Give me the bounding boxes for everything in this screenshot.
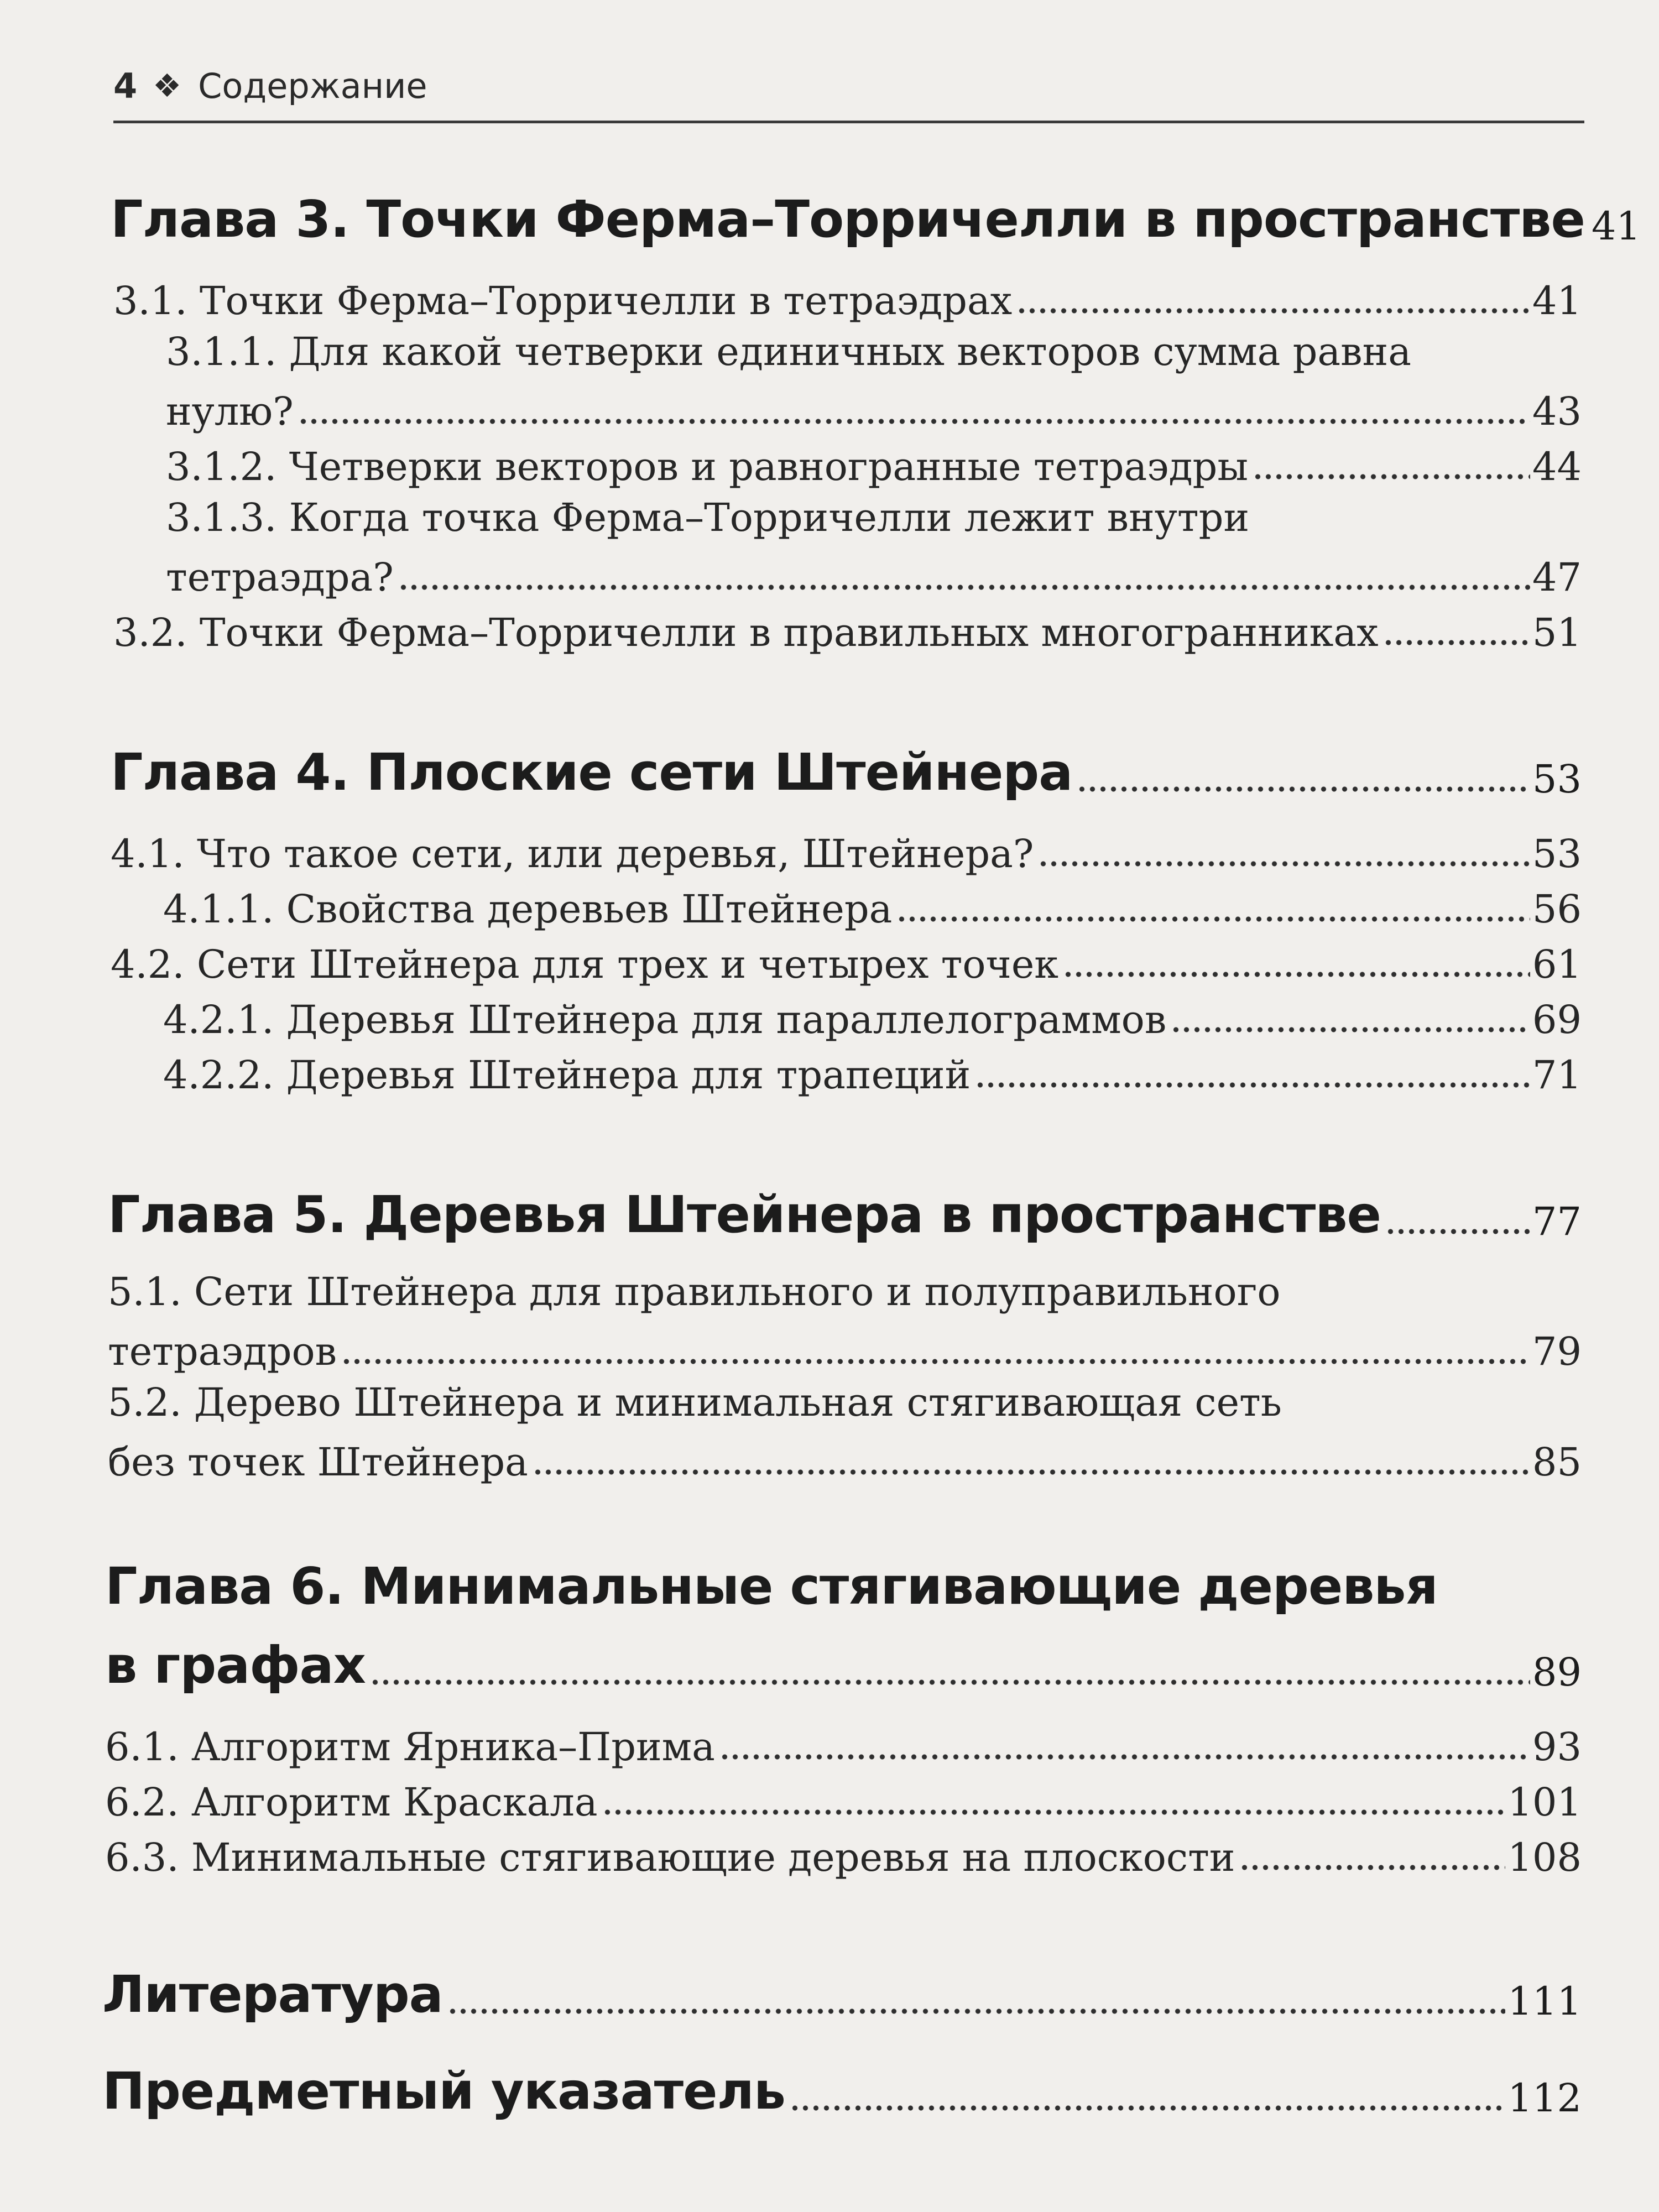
toc-entry-title: 3.2. Точки Ферма–Торричелли в правильных многогранниках	[113, 610, 1379, 655]
toc-page-number: 53	[1532, 757, 1582, 802]
toc-entry-title: 6.3. Минимальные стягивающие деревья на плоскости	[105, 1835, 1235, 1880]
header-rule	[113, 121, 1584, 123]
toc-chapter-4[interactable]	[111, 735, 1582, 802]
toc-page-number: 85	[1532, 1439, 1582, 1485]
running-head	[113, 58, 1584, 113]
toc-section-3-1[interactable]	[113, 274, 1582, 324]
toc-section-4-2[interactable]	[111, 937, 1582, 987]
toc-subsection-4-1-1[interactable]	[163, 882, 1582, 932]
toc-subsection-3-1-2[interactable]	[166, 440, 1582, 489]
toc-chapter-6[interactable]	[105, 1629, 1582, 1695]
toc-entry-title: Глава 3. Точки Ферма–Торричелли в пространстве	[111, 190, 1585, 249]
page-number: 4	[113, 65, 138, 106]
dot-leader	[1077, 779, 1530, 794]
toc-page-number: 77	[1532, 1199, 1582, 1244]
toc-page-number: 41	[1532, 278, 1582, 324]
dot-leader	[1385, 1221, 1530, 1237]
dot-leader	[719, 1746, 1530, 1762]
toc-subsection-3-1-3-line1[interactable]: 3.1.3. Когда точка Ферма–Торричелли лежит внутри	[166, 495, 1250, 540]
toc-chapter-3[interactable]	[111, 182, 1641, 249]
dot-leader	[1016, 300, 1530, 316]
toc-subject-index[interactable]	[102, 2054, 1582, 2121]
toc-entry-title: Глава 4. Плоские сети Штейнера	[111, 743, 1073, 802]
toc-page-number: 69	[1532, 997, 1582, 1042]
toc-entry-title: 4.1. Что такое сети, или деревья, Штейнера?	[111, 831, 1034, 877]
toc-entry-title: Предметный указатель	[102, 2062, 786, 2121]
dot-leader	[398, 577, 1530, 592]
dot-leader	[975, 1074, 1530, 1090]
toc-page-number: 79	[1532, 1329, 1582, 1374]
dot-leader	[341, 1351, 1530, 1366]
dot-leader	[447, 2001, 1506, 2016]
dot-leader	[602, 1802, 1506, 1817]
toc-page-number: 51	[1532, 610, 1582, 655]
toc-page-number: 71	[1532, 1052, 1582, 1098]
toc-entry-title: нулю?	[166, 389, 294, 434]
dot-leader	[1063, 964, 1530, 979]
toc-entry-title: в графах	[105, 1636, 366, 1695]
toc-entry-title: 4.2. Сети Штейнера для трех и четырех точек	[111, 942, 1059, 987]
dot-leader	[1038, 853, 1530, 869]
toc-entry-title: тетраэдра?	[166, 555, 394, 600]
toc-page-number: 61	[1532, 942, 1582, 987]
toc-section-6-2[interactable]	[105, 1775, 1582, 1825]
dot-leader	[896, 909, 1530, 924]
dot-leader	[298, 411, 1530, 426]
toc-literature[interactable]	[102, 1958, 1582, 2024]
toc-entry-title: 3.1.2. Четверки векторов и равногранные тетраэдры	[166, 444, 1249, 489]
toc-section-5-1[interactable]	[108, 1324, 1582, 1374]
dot-leader	[1383, 632, 1530, 648]
toc-page-number: 47	[1532, 555, 1582, 600]
dot-leader	[533, 1462, 1530, 1477]
toc-subsection-4-2-1[interactable]	[163, 993, 1582, 1042]
toc-page-number: 93	[1532, 1724, 1582, 1770]
dot-leader	[1239, 1857, 1505, 1872]
toc-entry-title: Глава 5. Деревья Штейнера в пространстве	[108, 1185, 1381, 1244]
toc-entry-title: 3.1. Точки Ферма–Торричелли в тетраэдрах	[113, 278, 1013, 324]
dot-leader	[370, 1672, 1530, 1687]
toc-subsection-4-2-2[interactable]	[163, 1048, 1582, 1098]
toc-page-number: 56	[1532, 886, 1582, 932]
toc-subsection-3-1-1-line1[interactable]: 3.1.1. Для какой четверки единичных векторов сумма равна	[166, 329, 1411, 374]
toc-entry-title: 4.2.1. Деревья Штейнера для параллелограммов	[163, 997, 1167, 1042]
toc-page-number: 43	[1532, 389, 1582, 434]
toc-entry-title: Литература	[102, 1965, 443, 2024]
toc-subsection-3-1-3[interactable]	[166, 550, 1582, 600]
toc-section-3-2[interactable]	[113, 606, 1582, 655]
toc-page-number: 41	[1591, 204, 1641, 249]
toc-section-4-1[interactable]	[111, 827, 1582, 877]
toc-page-number: 108	[1507, 1835, 1582, 1880]
running-head-title: Содержание	[198, 65, 427, 106]
ornament-icon: ❖	[153, 67, 182, 105]
toc-page-number: 112	[1507, 2075, 1582, 2121]
toc-page-number: 111	[1507, 1979, 1582, 2024]
toc-page-number: 44	[1532, 444, 1582, 489]
toc-entry-title: тетраэдров	[108, 1329, 337, 1374]
toc-chapter-5[interactable]	[108, 1178, 1582, 1244]
toc-page-number: 53	[1532, 831, 1582, 877]
toc-chapter-6-line1[interactable]: Глава 6. Минимальные стягивающие деревья	[105, 1557, 1438, 1616]
dot-leader	[1171, 1019, 1530, 1035]
toc-entry-title: без точек Штейнера	[108, 1439, 528, 1485]
dot-leader	[1253, 466, 1530, 482]
toc-entry-title: 6.2. Алгоритм Краскала	[105, 1780, 598, 1825]
toc-section-5-2[interactable]	[108, 1435, 1582, 1485]
toc-section-6-3[interactable]	[105, 1830, 1582, 1880]
dot-leader	[790, 2098, 1505, 2113]
toc-entry-title: 4.2.2. Деревья Штейнера для трапеций	[163, 1052, 971, 1098]
toc-section-6-1[interactable]	[105, 1720, 1582, 1770]
toc-page-number: 89	[1532, 1650, 1582, 1695]
toc-page-number: 101	[1507, 1780, 1582, 1825]
toc-entry-title: 4.1.1. Свойства деревьев Штейнера	[163, 886, 893, 932]
toc-entry-title: 6.1. Алгоритм Ярника–Прима	[105, 1724, 715, 1770]
toc-subsection-3-1-1[interactable]	[166, 384, 1582, 434]
toc-section-5-2-line1[interactable]: 5.2. Дерево Штейнера и минимальная стягивающая сеть	[108, 1380, 1282, 1425]
toc-section-5-1-line1[interactable]: 5.1. Сети Штейнера для правильного и полуправильного	[108, 1269, 1281, 1314]
